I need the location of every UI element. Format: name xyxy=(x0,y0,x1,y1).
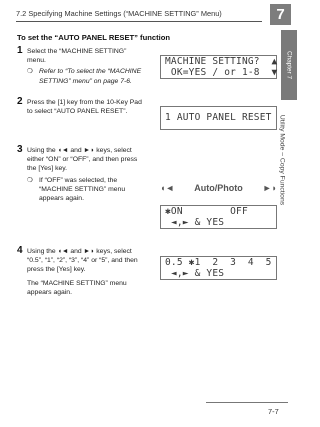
chapter-tab-label: Chapter 7 xyxy=(285,50,293,80)
lcd-machine-setting xyxy=(160,55,277,79)
bullet-icon: ❍ xyxy=(27,68,33,76)
step-note xyxy=(27,67,147,85)
step-number: 3 xyxy=(17,144,23,155)
lcd-on-off xyxy=(160,205,277,229)
side-section-label-text: Utility Mode – Copy Functions xyxy=(278,114,286,206)
footer-rule xyxy=(206,402,288,403)
page-number: 7-7 xyxy=(268,407,279,416)
section-heading: To set the “AUTO PANEL RESET” function xyxy=(17,33,171,42)
right-arrow-key-icon: ►◗ xyxy=(262,183,277,193)
bullet-icon: ❍ xyxy=(27,176,33,184)
step-number: 4 xyxy=(17,245,23,256)
step-3 xyxy=(17,146,147,203)
lcd-line-1: 0.5 ✱1 2 3 4 5 xyxy=(165,257,272,268)
step-text: Select the “MACHINE SETTING” menu. xyxy=(27,48,127,65)
lcd-line-1: 1 AUTO PANEL RESET xyxy=(165,112,272,123)
auto-photo-label: Auto/Photo xyxy=(194,183,243,193)
step-4 xyxy=(17,247,147,297)
chapter-tab xyxy=(281,30,297,100)
auto-photo-keys xyxy=(160,177,277,199)
lcd-auto-panel-reset xyxy=(160,106,277,130)
step-number: 2 xyxy=(17,96,23,107)
step-text: Using the ◖◄ and ►◗ keys, select “0.5”, “1”, “2”, “3”, “4” or “5”, and then press the [Yes] key. xyxy=(27,248,138,274)
lcd-time-select xyxy=(160,256,277,280)
step-result-text: The “MACHINE SETTING” menu appears again. xyxy=(27,279,127,296)
chapter-number-box: 7 xyxy=(270,4,291,25)
lcd-line-1: MACHINE SETTING? ▲ xyxy=(165,56,278,67)
step-note xyxy=(27,176,147,204)
step-1 xyxy=(17,47,147,86)
lcd-line-1: ✱ON OFF xyxy=(165,206,248,217)
step-text: Using the ◖◄ and ►◗ keys, select either “ON” or “OFF”, and then press the [Yes] key. xyxy=(27,147,138,173)
lcd-line-2: ◄,► & YES xyxy=(165,268,225,279)
step-note-text: If “OFF” was selected, the “MACHINE SETTING” menu appears again. xyxy=(39,176,126,203)
running-header: 7.2 Specifying Machine Settings (“MACHINE SETTING” Menu) xyxy=(16,9,222,18)
lcd-line-2: OK=YES / or 1-8 ▼ xyxy=(165,67,278,78)
step-number: 1 xyxy=(17,45,23,56)
step-2 xyxy=(17,98,147,116)
header-rule xyxy=(16,21,262,22)
lcd-line-2: ◄,► & YES xyxy=(165,217,225,228)
left-arrow-key-icon: ◖◄ xyxy=(160,183,175,193)
step-text: Press the [1] key from the 10-Key Pad to select “AUTO PANEL RESET”. xyxy=(27,99,142,116)
step-note-text: Refer to “To select the “MACHINE SETTING” menu” on page 7-6. xyxy=(39,68,142,85)
